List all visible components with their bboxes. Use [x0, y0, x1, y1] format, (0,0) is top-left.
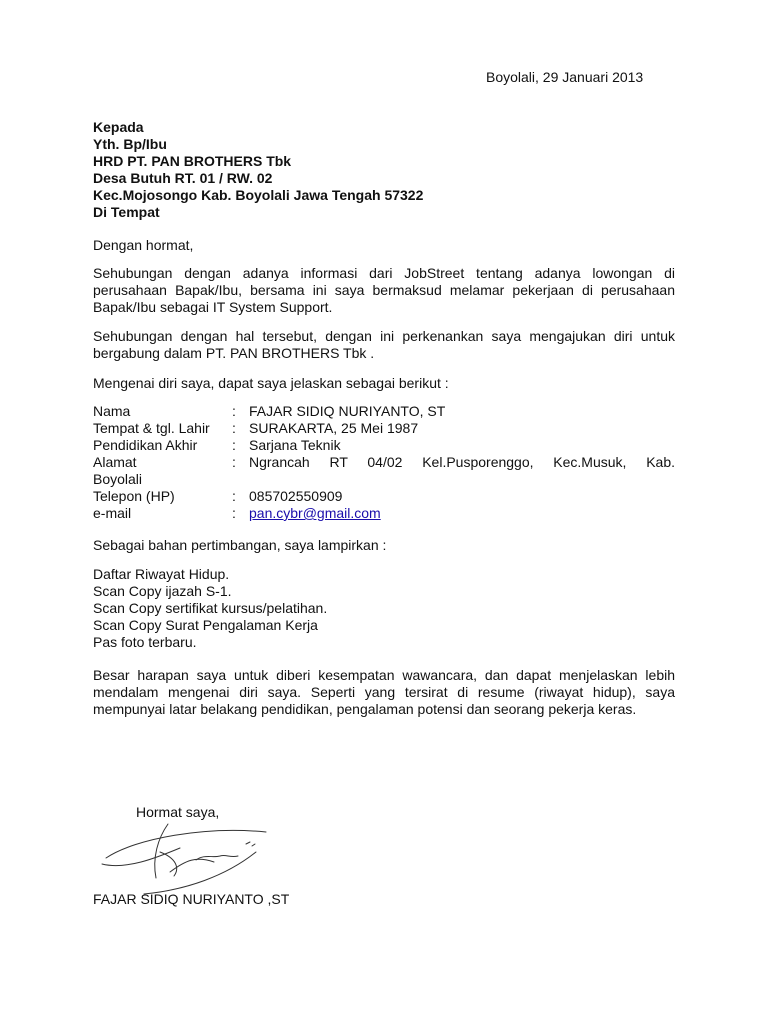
signer-name: FAJAR SIDIQ NURIYANTO ,ST: [93, 891, 290, 907]
attachment-list: [93, 566, 327, 651]
info-label: Tempat & tgl. Lahir: [93, 420, 210, 436]
info-value: Sarjana Teknik: [249, 437, 341, 453]
attachment-item: Scan Copy Surat Pengalaman Kerja: [93, 617, 318, 633]
recipient-line: Kec.Mojosongo Kab. Boyolali Jawa Tengah 57322: [93, 187, 424, 203]
paragraph-application: Sehubungan dengan hal tersebut, dengan ini perkenankan saya mengajukan diri untuk bergabung dalam PT. PAN BROTHERS Tbk .: [93, 328, 675, 361]
info-separator: :: [232, 488, 236, 504]
info-row-name: [93, 403, 675, 420]
info-value: [249, 505, 675, 522]
attachment-item: Scan Copy sertifikat kursus/pelatihan.: [93, 600, 328, 616]
info-row-email: [93, 505, 675, 522]
salutation: Dengan hormat,: [93, 237, 194, 253]
info-row-phone: [93, 488, 675, 505]
attachment-item: Pas foto terbaru.: [93, 634, 197, 650]
date-line: Boyolali, 29 Januari 2013: [486, 69, 644, 85]
recipient-line: Yth. Bp/Ibu: [93, 136, 167, 152]
info-separator: :: [232, 437, 236, 453]
paragraph-closing: Besar harapan saya untuk diberi kesempatan wawancara, dan dapat menjelaskan lebih mendalam mengenai diri saya. Seperti yang tersirat di resume (riwayat hidup), saya mempunyai latar belakang pendidikan, pengalaman potensi dan seorang pekerja keras.: [93, 667, 675, 717]
paragraph-intro: Sehubungan dengan adanya informasi dari JobStreet tentang adanya lowongan di perusahaan Bapak/Ibu, bersama ini saya bermaksud melamar pekerjaan di perusahaan Bapak/Ibu sebagai IT System Support.: [93, 265, 675, 315]
attachment-item: Scan Copy ijazah S-1.: [93, 583, 232, 599]
closing-phrase: Hormat saya,: [136, 804, 220, 820]
handwritten-signature: [96, 818, 286, 898]
info-value: FAJAR SIDIQ NURIYANTO, ST: [249, 403, 446, 419]
info-row-education: [93, 437, 675, 454]
info-row-address: [93, 454, 675, 471]
info-value-continuation: Boyolali: [93, 471, 143, 487]
recipient-line: Di Tempat: [93, 204, 160, 220]
personal-info-table: [93, 403, 675, 522]
recipient-line: Desa Butuh RT. 01 / RW. 02: [93, 170, 273, 186]
info-separator: :: [232, 420, 236, 436]
info-label: Alamat: [93, 454, 137, 470]
recipient-line: HRD PT. PAN BROTHERS Tbk: [93, 153, 292, 169]
info-separator: :: [232, 505, 236, 521]
info-row-address-cont: [93, 471, 675, 488]
attachment-item: Daftar Riwayat Hidup.: [93, 566, 230, 582]
paragraph-self-intro: Mengenai diri saya, dapat saya jelaskan sebagai berikut :: [93, 375, 449, 391]
paragraph-attachments-intro: Sebagai bahan pertimbangan, saya lampirkan :: [93, 537, 387, 553]
email-link[interactable]: pan.cybr@gmail.com: [249, 505, 381, 521]
info-separator: :: [232, 454, 236, 470]
recipient-line: Kepada: [93, 119, 144, 135]
recipient-block: [93, 119, 423, 221]
info-label: Nama: [93, 403, 131, 419]
info-value: 085702550909: [249, 488, 343, 504]
info-value: SURAKARTA, 25 Mei 1987: [249, 420, 419, 436]
info-label: Telepon (HP): [93, 488, 175, 504]
info-label: e-mail: [93, 505, 132, 521]
info-separator: :: [232, 403, 236, 419]
info-label: Pendidikan Akhir: [93, 437, 198, 453]
info-row-birth: [93, 420, 675, 437]
info-value: Ngrancah RT 04/02 Kel.Pusporenggo, Kec.Musuk, Kab.: [249, 454, 675, 470]
